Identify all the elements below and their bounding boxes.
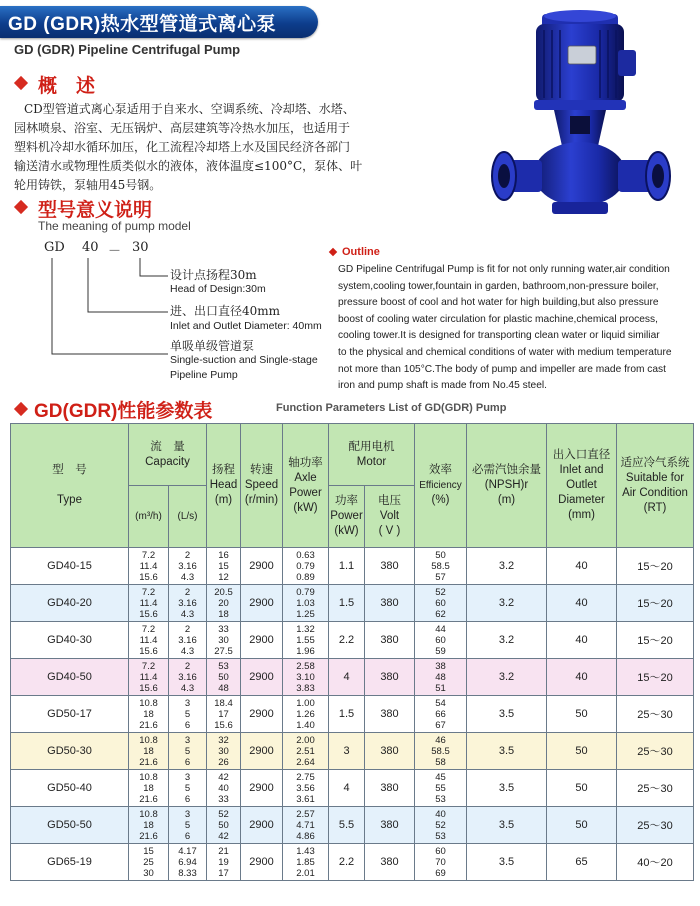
cell-head: 53 50 48 xyxy=(207,659,241,696)
cell-mpow: 1.5 xyxy=(329,696,365,733)
cell-speed: 2900 xyxy=(241,733,283,770)
table-row xyxy=(11,770,694,807)
cell-eff: 50 58.5 57 xyxy=(415,548,467,585)
overview-line: 轮用铸铁，泵轴用45号钢。 xyxy=(14,178,162,192)
cell-axle: 1.43 1.85 2.01 xyxy=(283,844,329,881)
cell-axle: 1.00 1.26 1.40 xyxy=(283,696,329,733)
cell-axle: 0.79 1.03 1.25 xyxy=(283,585,329,622)
cell-dia: 50 xyxy=(547,770,617,807)
cell-npsh: 3.5 xyxy=(467,733,547,770)
header-voltage: 电压 Volt ( V ) xyxy=(365,486,415,548)
cell-volt: 380 xyxy=(365,733,415,770)
cell-volt: 380 xyxy=(365,844,415,881)
outline-line: boost of cooling water circulation for plastic machine,chemical process, xyxy=(338,313,658,325)
cell-axle: 0.63 0.79 0.89 xyxy=(283,548,329,585)
pump-image xyxy=(490,6,680,236)
cell-mpow: 4 xyxy=(329,659,365,696)
cell-type: GD40-50 xyxy=(11,659,129,696)
overview-line: 园林喷泉、浴室、无压锅炉、高层建筑等冷热水加压，也适用于 xyxy=(14,121,351,135)
cell-head: 32 30 26 xyxy=(207,733,241,770)
cell-mpow: 1.1 xyxy=(329,548,365,585)
cell-volt: 380 xyxy=(365,696,415,733)
header-capacity-m3h: (m³/h) xyxy=(129,486,169,548)
page-title: GD (GDR)热水型管道式离心泵 xyxy=(8,14,277,35)
cell-head: 20.5 20 18 xyxy=(207,585,241,622)
outline-line: GD Pipeline Centrifugal Pump is fit for not only running water,air condition xyxy=(338,264,670,275)
cell-dia: 50 xyxy=(547,733,617,770)
table-row xyxy=(11,696,694,733)
header-type: 型 号 Type xyxy=(11,424,129,548)
cell-rt: 15～20 xyxy=(617,659,694,696)
cell-m3h: 10.8 18 21.6 xyxy=(129,696,169,733)
overview-text xyxy=(14,100,384,195)
cell-rt: 15～20 xyxy=(617,548,694,585)
outline-line: cooling tower.It is designed for transporting clean water or liquid similiar xyxy=(338,330,660,342)
cell-speed: 2900 xyxy=(241,844,283,881)
overview-bullet-icon xyxy=(14,76,28,90)
model-code-diameter: 40 xyxy=(82,240,99,255)
header-air-condition: 适应冷气系统 Suitable for Air Condition (RT) xyxy=(617,424,694,548)
cell-head: 16 15 12 xyxy=(207,548,241,585)
cell-ls: 2 3.16 4.3 xyxy=(169,548,207,585)
cell-mpow: 1.5 xyxy=(329,585,365,622)
table-row xyxy=(11,659,694,696)
cell-speed: 2900 xyxy=(241,548,283,585)
cell-type: GD40-30 xyxy=(11,622,129,659)
cell-eff: 52 60 62 xyxy=(415,585,467,622)
cell-m3h: 7.2 11.4 15.6 xyxy=(129,585,169,622)
cell-rt: 25～30 xyxy=(617,807,694,844)
cell-dia: 40 xyxy=(547,622,617,659)
cell-type: GD40-15 xyxy=(11,548,129,585)
cell-ls: 4.17 6.94 8.33 xyxy=(169,844,207,881)
cell-m3h: 7.2 11.4 15.6 xyxy=(129,548,169,585)
cell-m3h: 7.2 11.4 15.6 xyxy=(129,659,169,696)
type-label-en-1: Single-suction and Single-stage xyxy=(170,354,318,366)
table-row xyxy=(11,807,694,844)
cell-speed: 2900 xyxy=(241,807,283,844)
header-capacity: 流 量 Capacity xyxy=(129,424,207,486)
cell-m3h: 15 25 30 xyxy=(129,844,169,881)
table-row xyxy=(11,844,694,881)
outline-line: pressure boost of cool and hot water for high building,but also pressure xyxy=(338,297,659,309)
cell-mpow: 2.2 xyxy=(329,844,365,881)
outline-bullet-icon xyxy=(329,248,337,256)
cell-npsh: 3.5 xyxy=(467,770,547,807)
outline-line: iron and pump shaft is made from No.45 steel. xyxy=(338,380,547,392)
table-row xyxy=(11,733,694,770)
cell-volt: 380 xyxy=(365,548,415,585)
params-bullet-icon xyxy=(14,402,28,416)
cell-ls: 2 3.16 4.3 xyxy=(169,585,207,622)
model-code-gd: GD xyxy=(44,240,65,255)
cell-speed: 2900 xyxy=(241,696,283,733)
cell-ls: 3 5 6 xyxy=(169,770,207,807)
model-code-head: 30 xyxy=(132,240,149,255)
cell-m3h: 10.8 18 21.6 xyxy=(129,770,169,807)
cell-dia: 40 xyxy=(547,659,617,696)
diameter-label-en: Inlet and Outlet Diameter: 40mm xyxy=(170,320,322,332)
overview-line: CD型管道式离心泵适用于自来水、空调系统、冷却塔、水塔、 xyxy=(24,102,355,116)
cell-rt: 15～20 xyxy=(617,622,694,659)
cell-mpow: 3 xyxy=(329,733,365,770)
outline-line: not more than 105°C.The body of pump and impeller are made from cast xyxy=(338,363,666,375)
header-capacity-ls: (L/s) xyxy=(169,486,207,548)
table-row xyxy=(11,585,694,622)
head-label-cn: 设计点扬程30m xyxy=(170,268,257,282)
page-subtitle: GD (GDR) Pipeline Centrifugal Pump xyxy=(14,42,241,57)
outline-text xyxy=(338,262,683,395)
header-efficiency: 效率 Efficiency (%) xyxy=(415,424,467,548)
overview-line: 输送清水或物理性质类似水的液体，液体温度≤100°C，泵体、叶 xyxy=(14,159,363,173)
header-speed: 转速 Speed (r/min) xyxy=(241,424,283,548)
cell-rt: 40～20 xyxy=(617,844,694,881)
model-heading: 型号意义说明 xyxy=(38,200,153,221)
cell-type: GD50-50 xyxy=(11,807,129,844)
cell-mpow: 5.5 xyxy=(329,807,365,844)
cell-eff: 40 52 53 xyxy=(415,807,467,844)
cell-npsh: 3.5 xyxy=(467,696,547,733)
cell-npsh: 3.5 xyxy=(467,844,547,881)
header-motor-power: 功率 Power (kW) xyxy=(329,486,365,548)
cell-dia: 40 xyxy=(547,548,617,585)
cell-rt: 25～30 xyxy=(617,770,694,807)
cell-eff: 44 60 59 xyxy=(415,622,467,659)
cell-m3h: 7.2 11.4 15.6 xyxy=(129,622,169,659)
overview-line: 塑料机冷却水循环加压，化工流程冷却塔上水及国民经济各部门 xyxy=(14,140,351,154)
overview-heading: 概 述 xyxy=(38,76,96,97)
cell-axle: 1.32 1.55 1.96 xyxy=(283,622,329,659)
cell-axle: 2.57 4.71 4.86 xyxy=(283,807,329,844)
cell-eff: 60 70 69 xyxy=(415,844,467,881)
cell-eff: 54 66 67 xyxy=(415,696,467,733)
header-motor: 配用电机 Motor xyxy=(329,424,415,486)
cell-npsh: 3.2 xyxy=(467,585,547,622)
cell-m3h: 10.8 18 21.6 xyxy=(129,807,169,844)
model-bullet-icon xyxy=(14,200,28,214)
cell-npsh: 3.5 xyxy=(467,807,547,844)
type-label-en-2: Pipeline Pump xyxy=(170,369,238,381)
model-subheading: The meaning of pump model xyxy=(38,219,191,233)
cell-volt: 380 xyxy=(365,585,415,622)
params-heading: GD(GDR)性能参数表 xyxy=(34,401,213,422)
model-leader-lines xyxy=(40,256,170,366)
cell-mpow: 2.2 xyxy=(329,622,365,659)
cell-speed: 2900 xyxy=(241,770,283,807)
cell-mpow: 4 xyxy=(329,770,365,807)
cell-speed: 2900 xyxy=(241,622,283,659)
outline-heading: Outline xyxy=(342,246,380,258)
diameter-label-cn: 进、出口直径40mm xyxy=(170,304,281,318)
table-row xyxy=(11,622,694,659)
cell-head: 42 40 33 xyxy=(207,770,241,807)
cell-head: 21 19 17 xyxy=(207,844,241,881)
performance-table xyxy=(10,423,694,881)
cell-volt: 380 xyxy=(365,807,415,844)
cell-rt: 15～20 xyxy=(617,585,694,622)
performance-table-body xyxy=(11,548,694,881)
cell-speed: 2900 xyxy=(241,585,283,622)
cell-ls: 3 5 6 xyxy=(169,807,207,844)
cell-type: GD65-19 xyxy=(11,844,129,881)
cell-ls: 3 5 6 xyxy=(169,733,207,770)
cell-speed: 2900 xyxy=(241,659,283,696)
cell-ls: 2 3.16 4.3 xyxy=(169,622,207,659)
cell-dia: 40 xyxy=(547,585,617,622)
cell-dia: 65 xyxy=(547,844,617,881)
head-label-en: Head of Design:30m xyxy=(170,283,266,295)
cell-axle: 2.58 3.10 3.83 xyxy=(283,659,329,696)
cell-dia: 50 xyxy=(547,807,617,844)
cell-eff: 46 58.5 58 xyxy=(415,733,467,770)
outline-line: system,cooling tower,fountain in garden, bathroom,non-pressure boiler, xyxy=(338,280,659,292)
cell-type: GD40-20 xyxy=(11,585,129,622)
header-npsh: 必需汽蚀余量 (NPSH)r (m) xyxy=(467,424,547,548)
cell-m3h: 10.8 18 21.6 xyxy=(129,733,169,770)
header-axle-power: 轴功率 Axle Power (kW) xyxy=(283,424,329,548)
cell-volt: 380 xyxy=(365,622,415,659)
table-row xyxy=(11,548,694,585)
cell-eff: 45 55 53 xyxy=(415,770,467,807)
cell-head: 52 50 42 xyxy=(207,807,241,844)
header-head: 扬程 Head (m) xyxy=(207,424,241,548)
header-diameter: 出入口直径 Inlet and Outlet Diameter (mm) xyxy=(547,424,617,548)
cell-npsh: 3.2 xyxy=(467,548,547,585)
params-heading-en: Function Parameters List of GD(GDR) Pump xyxy=(276,402,507,414)
cell-axle: 2.75 3.56 3.61 xyxy=(283,770,329,807)
cell-axle: 2.00 2.51 2.64 xyxy=(283,733,329,770)
type-label-cn: 单吸单级管道泵 xyxy=(170,339,255,353)
cell-rt: 25～30 xyxy=(617,696,694,733)
outline-line: to the physical and chemical conditions of water with medium temperature xyxy=(338,346,672,358)
cell-head: 33 30 27.5 xyxy=(207,622,241,659)
cell-type: GD50-40 xyxy=(11,770,129,807)
cell-type: GD50-17 xyxy=(11,696,129,733)
cell-ls: 3 5 6 xyxy=(169,696,207,733)
cell-npsh: 3.2 xyxy=(467,659,547,696)
cell-type: GD50-30 xyxy=(11,733,129,770)
cell-dia: 50 xyxy=(547,696,617,733)
cell-npsh: 3.2 xyxy=(467,622,547,659)
cell-volt: 380 xyxy=(365,770,415,807)
cell-rt: 25～30 xyxy=(617,733,694,770)
cell-ls: 2 3.16 4.3 xyxy=(169,659,207,696)
cell-volt: 380 xyxy=(365,659,415,696)
cell-eff: 38 48 51 xyxy=(415,659,467,696)
model-code-dash: － xyxy=(108,244,122,259)
cell-head: 18.4 17 15.6 xyxy=(207,696,241,733)
